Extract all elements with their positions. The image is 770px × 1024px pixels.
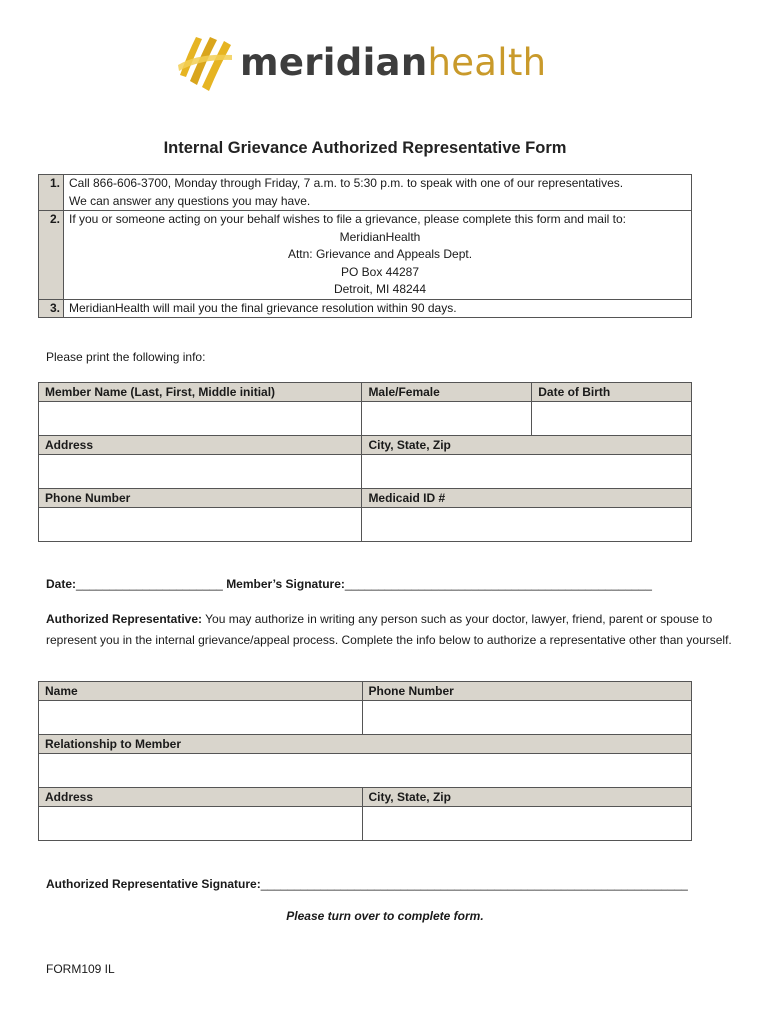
dob-field[interactable] (532, 402, 692, 436)
step-row-3 (39, 299, 692, 318)
step-text (64, 211, 692, 300)
intro-text: Please print the following info: (46, 350, 206, 364)
mail-address-line: PO Box 44287 (340, 264, 420, 279)
mail-address-line: Detroit, MI 48244 (333, 282, 427, 296)
authorized-rep-heading: Authorized Representative: (46, 612, 203, 626)
rep-phone-field[interactable] (362, 701, 692, 735)
step-line: MeridianHealth will mail you the final grievance resolution within 90 days. (69, 300, 457, 315)
member-name-label: Member Name (Last, First, Middle initial) (39, 383, 362, 402)
brand-part1: meridian (240, 40, 428, 84)
turn-over-note: Please turn over to complete form. (286, 909, 484, 923)
rep-signature-line (46, 877, 688, 891)
step-row-1 (39, 175, 692, 211)
date-signature-line (46, 577, 652, 591)
rep-name-field[interactable] (39, 701, 363, 735)
brand-part2: health (427, 40, 547, 84)
authorized-rep-text: You may authorize in writing any person such as your doctor, lawyer, friend, parent or spouse to represent you in the internal grievance/appeal process. Complete the info below to authorize a representative other than yourself. (46, 612, 732, 647)
meridian-logo-icon (174, 31, 236, 93)
phone-label: Phone Number (39, 489, 362, 508)
brand-wordmark (240, 40, 547, 84)
rep-city-state-zip-label: City, State, Zip (362, 788, 692, 807)
meridianhealth-logo (174, 30, 574, 94)
phone-field[interactable] (39, 508, 362, 542)
step-text (64, 299, 692, 318)
form-number: FORM109 IL (46, 962, 115, 976)
relationship-field[interactable] (39, 754, 692, 788)
gender-field[interactable] (362, 402, 532, 436)
gender-label: Male/Female (362, 383, 532, 402)
dob-label: Date of Birth (532, 383, 692, 402)
step-line: If you or someone acting on your behalf wishes to file a grievance, please complete this form and mail to: (69, 212, 626, 226)
date-label: Date: (46, 577, 77, 591)
instructions-table (38, 174, 692, 318)
member-name-field[interactable] (39, 402, 362, 436)
city-state-zip-field[interactable] (362, 455, 692, 489)
city-state-zip-label: City, State, Zip (362, 436, 692, 455)
relationship-label: Relationship to Member (39, 735, 692, 754)
rep-signature-label: Authorized Representative Signature: (46, 877, 261, 891)
medicaid-id-label: Medicaid ID # (362, 489, 692, 508)
authorized-rep-paragraph (46, 609, 736, 651)
date-blank[interactable]: ______________________ (76, 577, 223, 591)
step-row-2 (39, 211, 692, 300)
rep-address-label: Address (39, 788, 363, 807)
address-field[interactable] (39, 455, 362, 489)
rep-signature-blank[interactable]: ________________________________________________________________ (260, 877, 688, 891)
medicaid-id-field[interactable] (362, 508, 692, 542)
rep-name-label: Name (39, 682, 363, 701)
step-line: We can answer any questions you may have. (69, 193, 311, 208)
mail-address-line: MeridianHealth (339, 229, 421, 244)
rep-city-state-zip-field[interactable] (362, 807, 692, 841)
mail-address-line: Attn: Grievance and Appeals Dept. (287, 247, 473, 261)
step-number: 3. (39, 299, 64, 318)
step-number: 1. (39, 175, 64, 211)
page-title: Internal Grievance Authorized Representative Form (163, 139, 567, 157)
rep-address-field[interactable] (39, 807, 363, 841)
step-number: 2. (39, 211, 64, 300)
member-signature-blank[interactable]: ______________________________________________ (344, 577, 652, 591)
member-info-table (38, 382, 692, 542)
step-text (64, 175, 692, 211)
member-signature-label: Member’s Signature: (226, 577, 345, 591)
rep-phone-label: Phone Number (362, 682, 692, 701)
step-line: Call 866-606-3700, Monday through Friday, 7 a.m. to 5:30 p.m. to speak with one of our representatives. (69, 176, 624, 190)
address-label: Address (39, 436, 362, 455)
rep-info-table (38, 681, 692, 841)
